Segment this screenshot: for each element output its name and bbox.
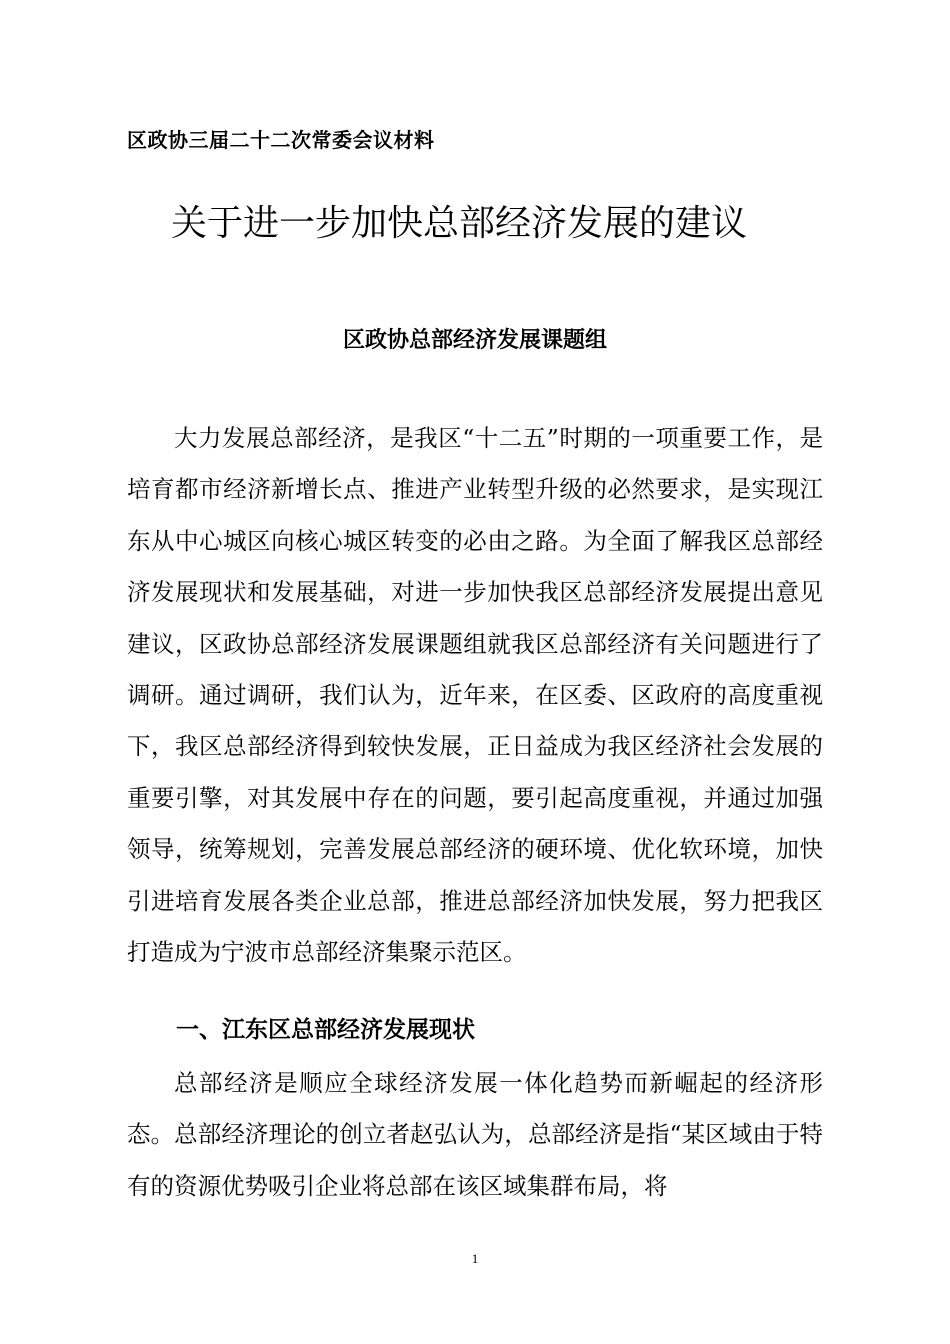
body-paragraph-1: 大力发展总部经济，是我区“十二五”时期的一项重要工作，是培育都市经济新增长点、推进产业转型升级的必然要求，是实现江东从中心城区向核心城区转变的必由之路。为全面了解我区总部经济发展现状和发展基础，对进一步加快我区总部经济发展提出意见建议，区政协总部经济发展课题组就我区总部经济有关问题进行了调研。通过调研，我们认为，近年来，在区委、区政府的高度重视下，我区总部经济得到较快发展，正日益成为我区经济社会发展的重要引擎，对其发展中存在的问题，要引起高度重视，并通过加强领导，统筹规划，完善发展总部经济的硬环境、优化软环境，加快引进培育发展各类企业总部，推进总部经济加快发展，努力把我区打造成为宁波市总部经济集聚示范区。 — [127, 424, 823, 967]
meeting-header: 区政协三届二十二次常委会议材料 — [127, 128, 435, 152]
author-line: 区政协总部经济发展课题组 — [342, 328, 607, 353]
body-paragraph-2: 总部经济是顺应全球经济发展一体化趋势而新崛起的经济形态。总部经济理论的创立者赵弘认为，总部经济是指“某区域由于特有的资源优势吸引企业将总部在该区域集群布局，将 — [127, 1069, 823, 1200]
document-title: 关于进一步加快总部经济发展的建议 — [170, 203, 747, 244]
section-heading: 一、江东区总部经济发展现状 — [176, 1017, 475, 1043]
page-number: 1 — [471, 1251, 479, 1266]
